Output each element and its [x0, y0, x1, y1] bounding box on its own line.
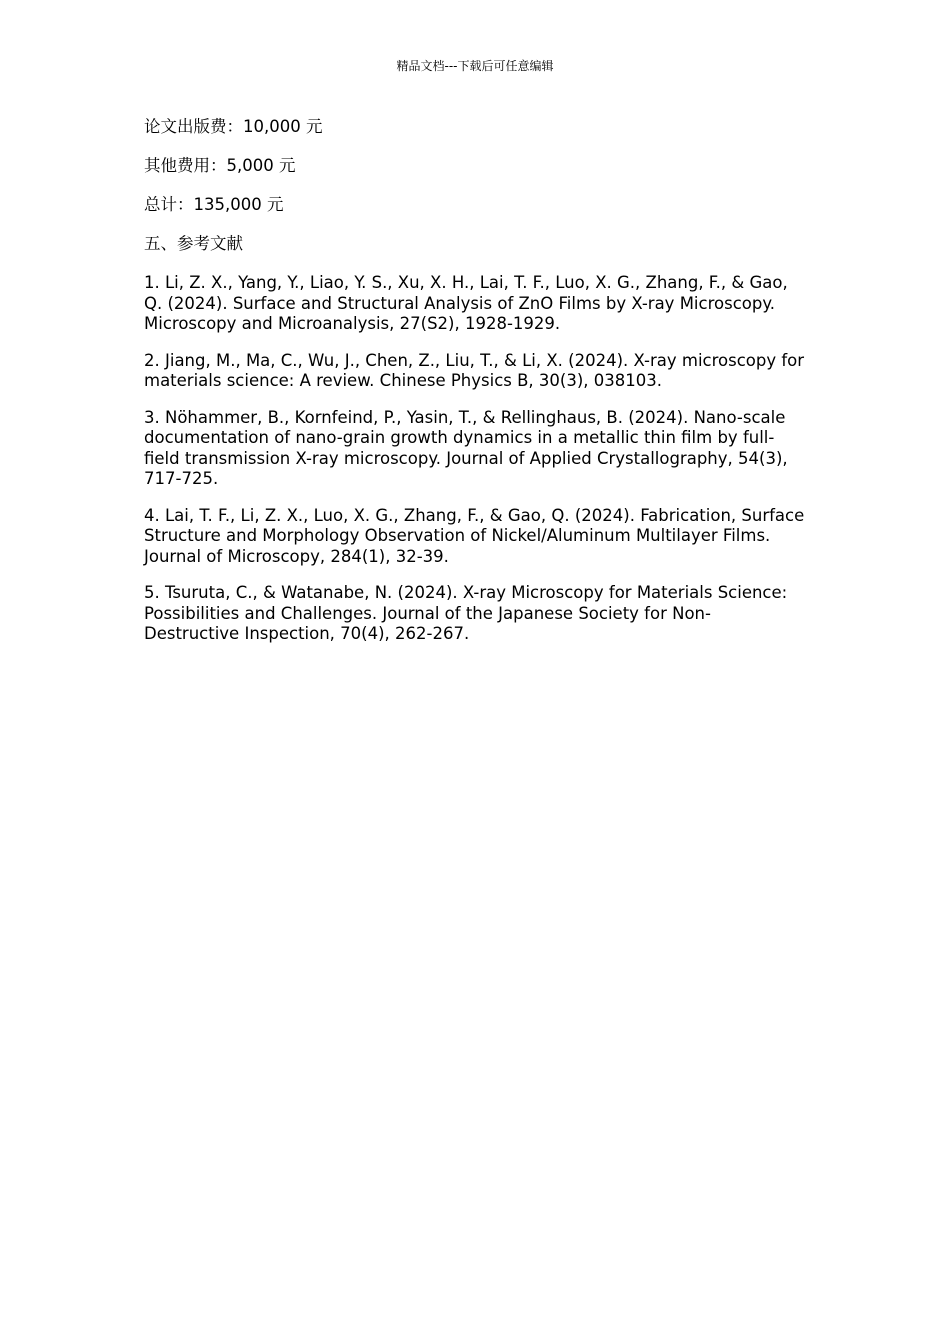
reference-item-4: 4. Lai, T. F., Li, Z. X., Luo, X. G., Zhang, F., & Gao, Q. (2024). Fabrication, Surface Structure and Morphology Observation of Nickel/Aluminum Multilayer Films. Journal of Microscopy, 284(1), 32-39.	[144, 505, 805, 566]
reference-item-5: 5. Tsuruta, C., & Watanabe, N. (2024). X-ray Microscopy for Materials Science: Possibilities and Challenges. Journal of the Japanese Society for Non-Destructive Inspection, 70(4), 262-267.	[144, 583, 788, 643]
reference-item-1: 1. Li, Z. X., Yang, Y., Liao, Y. S., Xu, X. H., Lai, T. F., Luo, X. G., Zhang, F., & Gao, Q. (2024). Surface and Structural Analysis of ZnO Films by X-ray Microscopy. Microscopy and Microanalysis, 27(S2), 1928-1929.	[144, 273, 788, 333]
publication-fee-line: 论文出版费：10,000 元	[144, 117, 323, 136]
reference-item-3: 3. Nöhammer, B., Kornfeind, P., Yasin, T., & Rellinghaus, B. (2024). Nano-scale documentation of nano-grain growth dynamics in a metallic thin film by full-field transmission X-ray microscopy. Journal of Applied Crystallography, 54(3), 717-725.	[144, 407, 788, 488]
reference-item-2: 2. Jiang, M., Ma, C., Wu, J., Chen, Z., Liu, T., & Li, X. (2024). X-ray microscopy for materials science: A review. Chinese Physics B, 30(3), 038103.	[144, 350, 805, 390]
page-header: 精品文档---下载后可任意编辑	[396, 59, 554, 73]
total-line: 总计：135,000 元	[144, 195, 284, 214]
other-fees-line: 其他费用：5,000 元	[144, 156, 296, 175]
document-body	[144, 117, 806, 661]
references-heading: 五、参考文献	[144, 234, 243, 253]
